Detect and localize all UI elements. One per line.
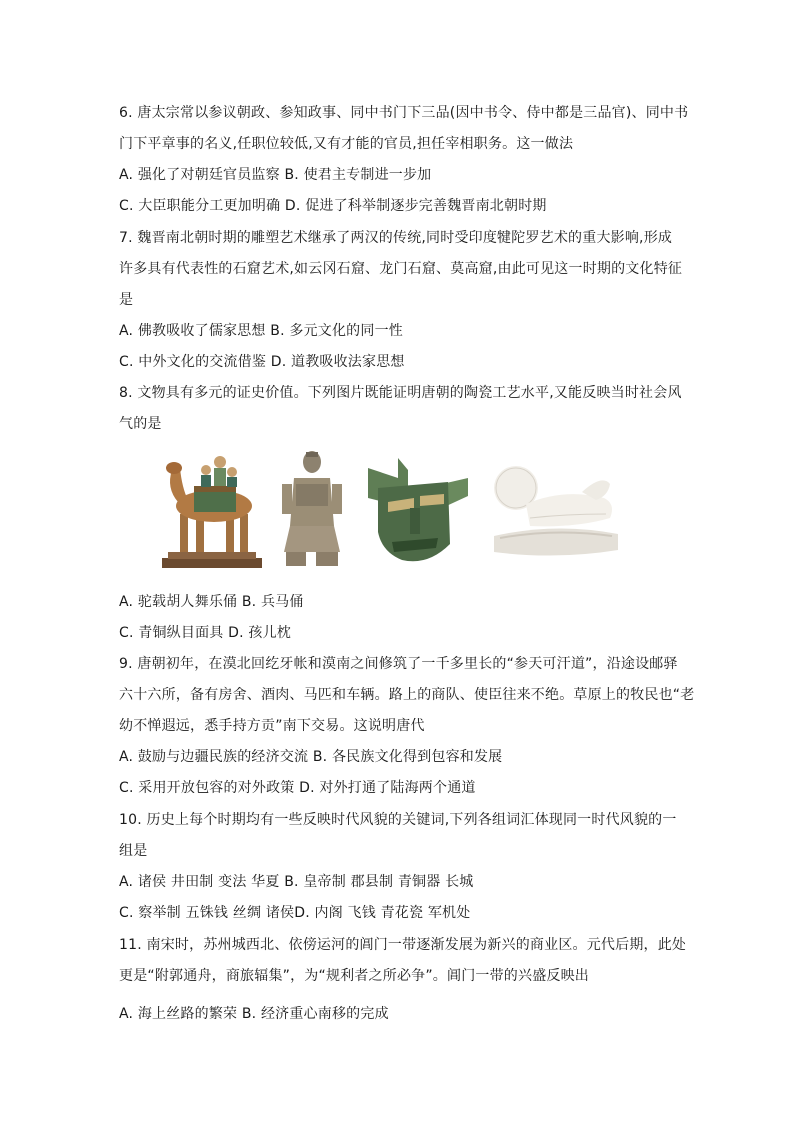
bronze-mask-image: [358, 448, 478, 574]
q6-stem-line-2: 门下平章事的名义,任职位较低,又有才能的官员,担任宰相职务。这一做法: [119, 136, 574, 152]
q7-stem-line-1: 7. 魏晋南北朝时期的雕塑艺术继承了两汉的传统,同时受印度犍陀罗艺术的重大影响,形成: [119, 230, 673, 246]
q7-options-line-1: A. 佛教吸收了儒家思想 B. 多元文化的同一性: [119, 323, 403, 339]
q8-stem-line-1: 8. 文物具有多元的证史价值。下列图片既能证明唐朝的陶瓷工艺水平,又能反映当时社会风: [119, 385, 682, 401]
q11-options-line-1: A. 海上丝路的繁荣 B. 经济重心南移的完成: [119, 1006, 389, 1022]
q11-stem-line-2: 更是“附郭通舟，商旅辐集”，为“规利者之所必争”。阊门一带的兴盛反映出: [119, 968, 590, 984]
camel-figurine-image: [160, 448, 270, 574]
q11-stem-line-1: 11. 南宋时，苏州城西北、依傍运河的阊门一带逐渐发展为新兴的商业区。元代后期，此处: [119, 937, 687, 953]
q6-options-line-1: A. 强化了对朝廷官员监察 B. 使君主专制进一步加: [119, 167, 432, 183]
q10-options-line-1: A. 诸侯 井田制 变法 华夏 B. 皇帝制 郡县制 青铜器 长城: [119, 874, 474, 890]
q10-stem-line-1: 10. 历史上每个时期均有一些反映时代风貌的关键词,下列各组词汇体现同一时代风貌的一: [119, 812, 677, 828]
q6-options-line-2: C. 大臣职能分工更加明确 D. 促进了科举制逐步完善魏晋南北朝时期: [119, 198, 547, 214]
q9-stem-line-2: 六十六所，备有房舍、酒肉、马匹和车辆。路上的商队、使臣往来不绝。草原上的牧民也“老: [119, 687, 695, 703]
q9-stem-line-3: 幼不惮遐远，悉手持方贡”南下交易。这说明唐代: [119, 718, 425, 734]
q9-options-line-1: A. 鼓励与边疆民族的经济交流 B. 各民族文化得到包容和发展: [119, 749, 503, 765]
q7-stem-line-2: 许多具有代表性的石窟艺术,如云冈石窟、龙门石窟、莫高窟,由此可见这一时期的文化特征: [119, 261, 683, 277]
q9-stem-line-1: 9. 唐朝初年，在漠北回纥牙帐和漠南之间修筑了一千多里长的“参天可汗道”，沿途设邮驿: [119, 656, 678, 672]
q7-options-line-2: C. 中外文化的交流借鉴 D. 道教吸收法家思想: [119, 354, 405, 370]
q8-stem-line-2: 气的是: [119, 416, 162, 432]
child-pillow-image: [486, 448, 626, 574]
q8-options-line-1: A. 驼载胡人舞乐俑 B. 兵马俑: [119, 594, 304, 610]
terracotta-warrior-image: [276, 448, 348, 574]
q6-stem-line-1: 6. 唐太宗常以参议朝政、参知政事、同中书门下三品(因中书令、侍中都是三品官)、同中书: [119, 105, 689, 121]
q10-stem-line-2: 组是: [119, 843, 148, 859]
q9-options-line-2: C. 采用开放包容的对外政策 D. 对外打通了陆海两个通道: [119, 780, 476, 796]
q8-options-line-2: C. 青铜纵目面具 D. 孩儿枕: [119, 625, 292, 641]
q10-options-line-2: C. 察举制 五铢钱 丝绸 诸侯D. 内阁 飞钱 青花瓷 军机处: [119, 905, 471, 921]
artifact-images-row: [160, 448, 630, 574]
q7-stem-line-3: 是: [119, 292, 134, 308]
